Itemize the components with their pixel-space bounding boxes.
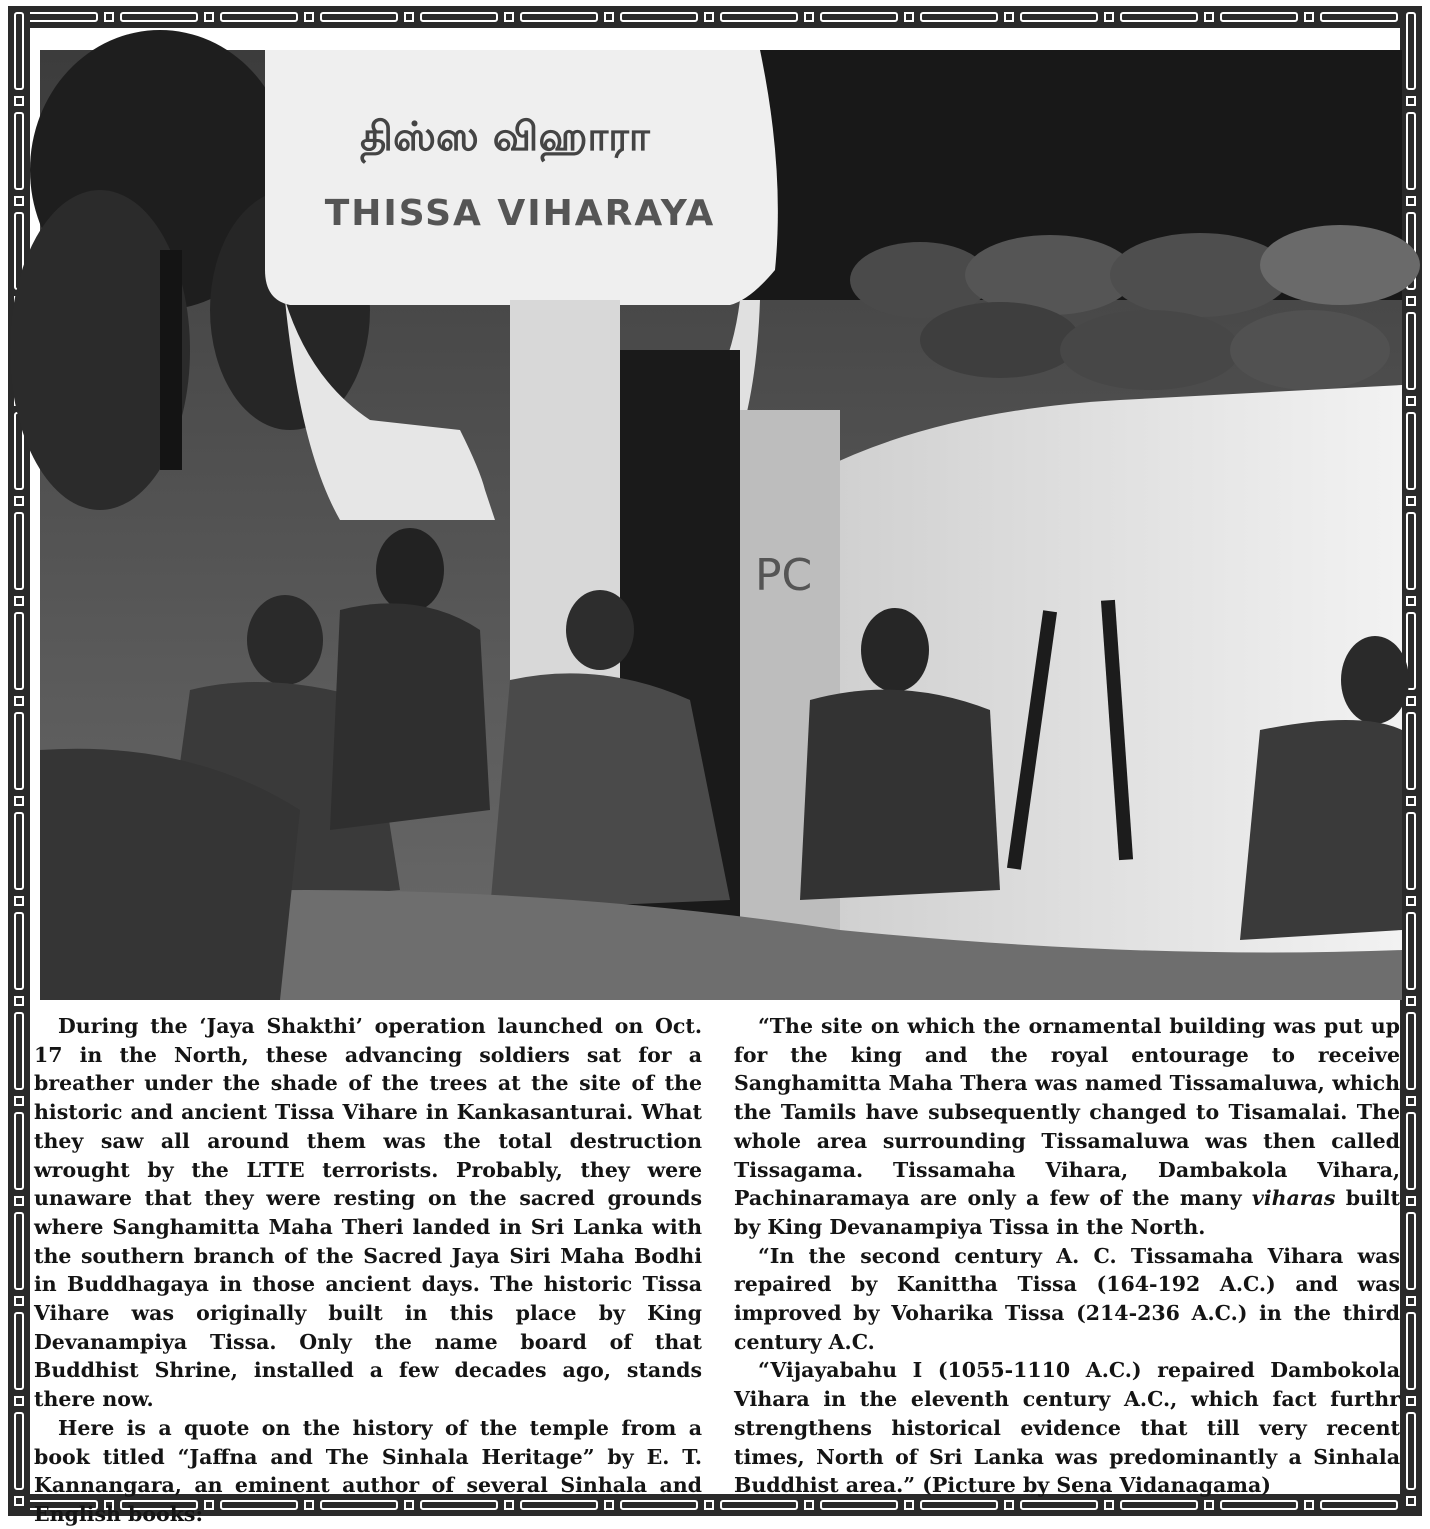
border-segment [14,712,24,790]
border-segment [520,12,598,22]
border-knot [1204,1500,1214,1510]
border-knot [804,12,814,22]
border-segment [1320,1500,1398,1510]
border-knot [14,896,24,906]
border-knot [904,12,914,22]
border-segment [1406,1112,1416,1190]
border-knot [104,12,114,22]
border-segment [1406,812,1416,890]
photo-illustration [40,50,1402,1000]
border-knot [1104,12,1114,22]
border-knot [204,12,214,22]
border-segment [14,912,24,990]
border-knot [1406,1396,1416,1406]
border-segment [1220,1500,1298,1510]
border-knot [14,1496,24,1506]
sign-english-text: THISSA VIHARAYA [324,193,716,234]
border-segment [1406,1312,1416,1390]
border-knot [604,12,614,22]
border-segment [1120,12,1198,22]
border-segment [1406,512,1416,590]
news-photograph [40,50,1402,1000]
border-knot [404,12,414,22]
caption-paragraph: Here is a quote on the history of the temple from a book titled “Jaffna and The Sinhala Heritage” by E. T. Kannangara, an eminent author of several Sinhala and English books: [34,1415,702,1526]
caption-paragraph: “Vijayabahu I (1055-1110 A.C.) repaired Dambokola Vihara in the eleventh century A.C., which fact furthr strengthens historical evidence that till very recent times, North of Sri Lanka was predominantly a Sinhala Buddhist area.” (Picture by Sena Vidanagama) [734,1358,1400,1498]
border-segment [1406,412,1416,490]
border-segment [14,112,24,190]
border-knot [14,596,24,606]
border-segment [720,12,798,22]
border-knot [1104,1500,1114,1510]
border-segment [20,12,98,22]
border-knot [904,1500,914,1510]
border-knot [1406,996,1416,1006]
border-segment [1406,1412,1416,1490]
caption-right-column [734,1012,1400,1498]
border-knot [304,12,314,22]
border-segment [1020,1500,1098,1510]
border-knot [14,696,24,706]
border-knot [1004,12,1014,22]
border-knot [1406,1296,1416,1306]
border-knot [14,1296,24,1306]
border-knot [14,96,24,106]
border-knot [14,1196,24,1206]
caption-left-column [34,1012,702,1526]
border-knot [704,12,714,22]
border-segment [920,12,998,22]
border-knot [14,1096,24,1106]
border-segment [1406,312,1416,390]
caption-paragraph: “In the second century A. C. Tissamaha Vihara was repaired by Kanittha Tissa (164-192 A.C.) and was improved by Voharika Tissa (214-236 A.C.) in the third century A.C. [734,1243,1400,1354]
border-knot [1304,1500,1314,1510]
quote-text: “The site on which the ornamental building was put up for the king and the royal entourage to receive Sanghamitta Maha Thera was named Tissamaluwa, which the Tamils have subsequently changed to Tisamalai. The whole area surrounding Tissamaluwa was then called Tissagama. Tissamaha Vihara, Dambakola Vihara, Pachinaramaya are only a few of the many [734,1014,1400,1211]
border-segment [1406,1012,1416,1090]
ornamental-border-top [14,6,1418,28]
border-segment [14,12,24,90]
border-segment [1120,1500,1198,1510]
border-knot [1406,696,1416,706]
border-knot [1406,96,1416,106]
border-knot [804,1500,814,1510]
border-segment [1406,712,1416,790]
border-knot [1406,496,1416,506]
border-segment [14,1012,24,1090]
caption-paragraph [734,1012,1400,1242]
border-knot [14,796,24,806]
border-knot [1406,1096,1416,1106]
border-segment [1220,12,1298,22]
pillar-letters: PC [755,550,813,601]
border-segment [14,1312,24,1390]
border-segment [720,1500,798,1510]
border-knot [14,496,24,506]
caption-paragraph: During the ‘Jaya Shakthi’ operation launched on Oct. 17 in the North, these advancing soldiers sat for a breather under the shade of the trees at the site of the historic and ancient Tissa Vihare in Kankasanturai. What they saw all around them was the total destruction wrought by the LTTE terrorists. Probably, they were unaware that they were resting on the sacred grounds where Sanghamitta Maha Theri landed in Sri Lanka with the southern branch of the Sacred Jaya Siri Maha Bodhi in Buddhagaya in those ancient days. The historic Tissa Vihare was originally built in this place by King Devanampiya Tissa. Only the name board of that Buddhist Shrine, installed a few decades ago, stands there now. [34,1014,702,1412]
sign-tamil-text: திஸ்ஸ விஹாரா [360,114,650,160]
border-segment [14,812,24,890]
border-knot [14,1396,24,1406]
border-segment [620,12,698,22]
border-knot [1204,12,1214,22]
border-knot [504,12,514,22]
ornamental-border-left [8,6,30,1516]
border-segment [1406,112,1416,190]
border-knot [1406,1196,1416,1206]
border-segment [14,512,24,590]
border-segment [120,12,198,22]
border-segment [1020,12,1098,22]
quote-text: built by King Devanampiya Tissa in the North. [734,1186,1400,1239]
border-knot [704,1500,714,1510]
border-segment [1406,912,1416,990]
border-knot [1304,12,1314,22]
border-segment [14,1412,24,1490]
border-segment [920,1500,998,1510]
border-segment [320,12,398,22]
border-knot [1406,296,1416,306]
border-knot [1406,896,1416,906]
border-segment [14,1212,24,1290]
border-knot [1406,196,1416,206]
border-knot [14,196,24,206]
border-segment [820,12,898,22]
border-knot [1406,596,1416,606]
quote-italic-word: viharas [1251,1186,1336,1211]
border-segment [14,612,24,690]
border-knot [1004,1500,1014,1510]
border-segment [220,12,298,22]
border-segment [420,12,498,22]
border-knot [1406,396,1416,406]
border-knot [1406,1496,1416,1506]
ornamental-border-right [1400,6,1422,1516]
border-knot [14,996,24,1006]
border-knot [1406,796,1416,806]
border-segment [820,1500,898,1510]
border-segment [1320,12,1398,22]
border-segment [1406,1212,1416,1290]
border-segment [1406,12,1416,90]
border-segment [14,1112,24,1190]
